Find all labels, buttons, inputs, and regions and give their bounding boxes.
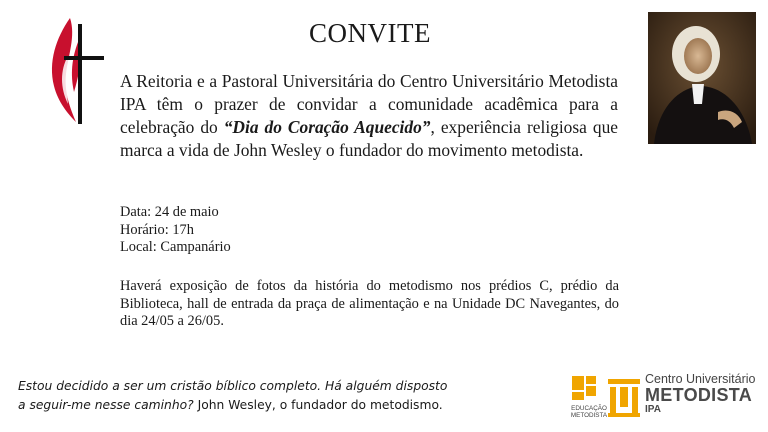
edu-line1: EDUCAÇÃO xyxy=(571,405,607,412)
event-name: “Dia do Coração Aquecido” xyxy=(223,117,431,137)
event-date: Data: 24 de maio xyxy=(120,204,219,220)
invitation-paragraph xyxy=(120,70,618,162)
uni-line1: Centro Universitário xyxy=(645,372,756,386)
exhibition-paragraph: Haverá exposição de fotos da história do metodismo nos prédios C, prédio da Biblioteca, hall de entrada da praça de alimentação e na Unidade DC Navegantes, do dia 24/05 a 26/05. xyxy=(120,278,619,329)
quote-attribution: John Wesley, o fundador do metodismo. xyxy=(193,397,443,412)
edu-line2: METODISTA xyxy=(570,412,608,419)
uni-line2: METODISTA xyxy=(645,385,753,405)
john-wesley-portrait xyxy=(648,12,756,144)
centro-universitario-label xyxy=(645,373,755,415)
ipa-logo-icon xyxy=(606,375,642,419)
cross-and-flame-icon xyxy=(48,12,104,124)
event-location: Local: Campanário xyxy=(120,239,231,255)
quote-text: Estou decidido a ser um cristão bíblico completo. Há alguém disposto a seguir-me nesse caminho? xyxy=(18,379,448,412)
uni-line3: IPA xyxy=(645,404,661,415)
event-time: Horário: 17h xyxy=(120,221,194,238)
invitation-text-end: , experiência religiosa que marca a vida de John Wesley o fundador do movimento metodista. xyxy=(120,117,618,160)
event-details xyxy=(120,204,420,257)
wesley-quote xyxy=(18,377,458,414)
page-title: CONVITE xyxy=(309,18,431,48)
invitation-text-start: A Reitoria e a Pastoral Universitária do Centro Universitário Metodista IPA têm o prazer de convidar a comunidade acadêmica para a celebração do xyxy=(120,71,618,137)
